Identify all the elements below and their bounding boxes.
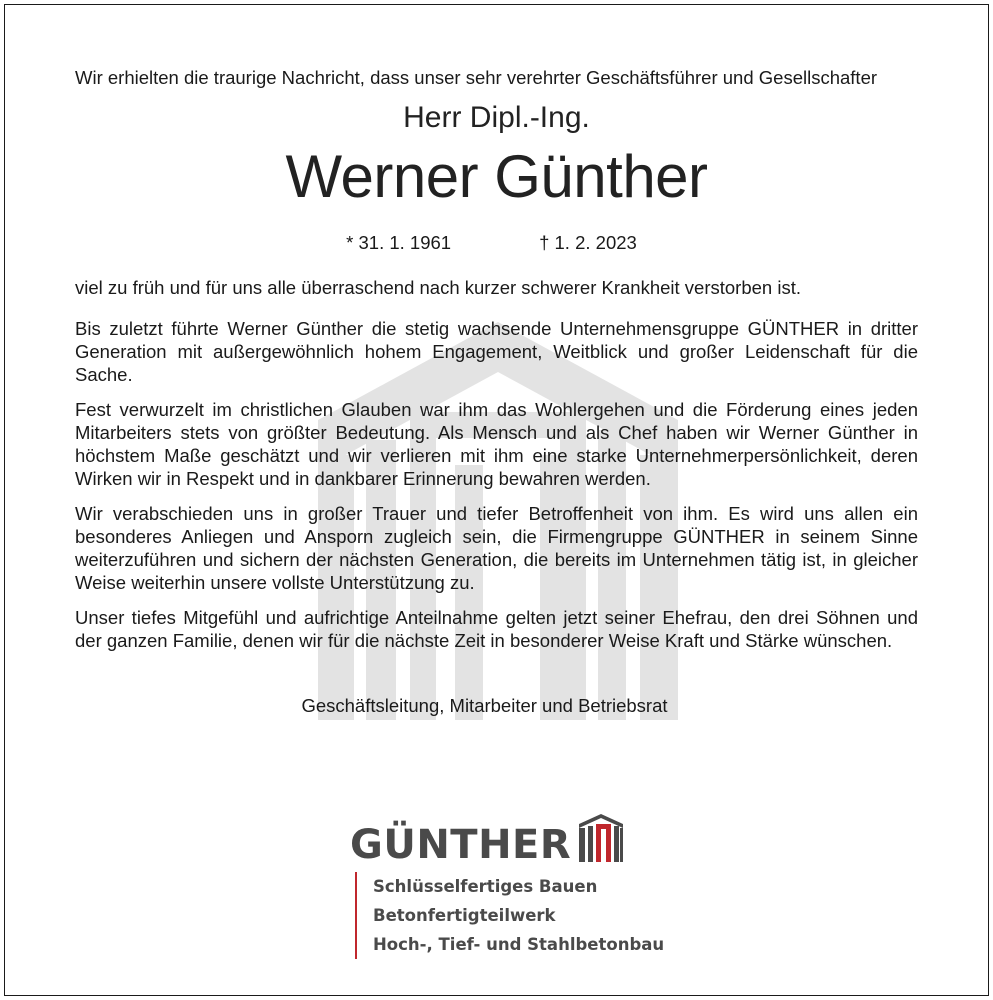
division-list [355,872,664,959]
brand-mark [350,812,625,868]
company-logo [350,812,670,972]
paragraph: Bis zuletzt führte Werner Günther die stetig wachsende Unternehmensgruppe GÜNTHER in dritter Generation mit außergewöhnlich hohem Engagement, Weitblick und großer Leidenschaft für die Sache. [75,318,918,385]
life-dates [65,231,918,254]
division-item: Schlüsselfertiges Bauen [373,877,598,896]
division-item: Betonfertigteilwerk [373,906,556,925]
signatories: Geschäftsleitung, Mitarbeiter und Betriebsrat [301,695,668,716]
death-date: † 1. 2. 2023 [539,232,637,253]
paragraph: Wir verabschieden uns in großer Trauer und tiefer Betroffenheit von ihm. Es wird uns allen ein besonderes Anliegen und Ansporn zugleich sein, die Firmengruppe GÜNTHER in seinem Sinne weiterzuführen und sichern der nächsten Generation, die bereits im Unternehmen tätig ist, in gleicher Weise weiterhin unsere vollste Unterstützung zu. [75,503,918,593]
deceased-name: Werner Günther [285,143,708,210]
paragraph: viel zu früh und für uns alle überraschend nach kurzer schwerer Krankheit verstorben ist. [75,277,801,298]
brand-name: GÜNTHER [350,822,572,868]
division-item: Hoch-, Tief- und Stahlbetonbau [373,935,665,954]
paragraph: Unser tiefes Mitgefühl und aufrichtige Anteilnahme gelten jetzt seiner Ehefrau, den drei Söhnen und der ganzen Familie, denen wir für die nächste Zeit in besonderer Weise Kraft und Stärke wünschen. [75,607,918,651]
house-columns-icon [577,812,625,864]
intro-text: Wir erhielten die traurige Nachricht, dass unser sehr verehrter Geschäftsführer und Gesellschafter [75,67,878,88]
notice-content [75,66,918,717]
honorific-title: Herr Dipl.-Ing. [403,101,590,134]
paragraph: Fest verwurzelt im christlichen Glauben war ihm das Wohlergehen und die Förderung eines jeden Mitarbeiters stets von größter Bedeutung. Als Mensch und als Chef haben wir Werner Günther in höchstem Maße geschätzt und wir verlieren mit ihm eine starke Unternehmerpersönlichkeit, deren Wirken wir in Respekt und in dankbarer Erinnerung bewahren werden. [75,399,918,489]
birth-date: * 31. 1. 1961 [346,232,452,253]
